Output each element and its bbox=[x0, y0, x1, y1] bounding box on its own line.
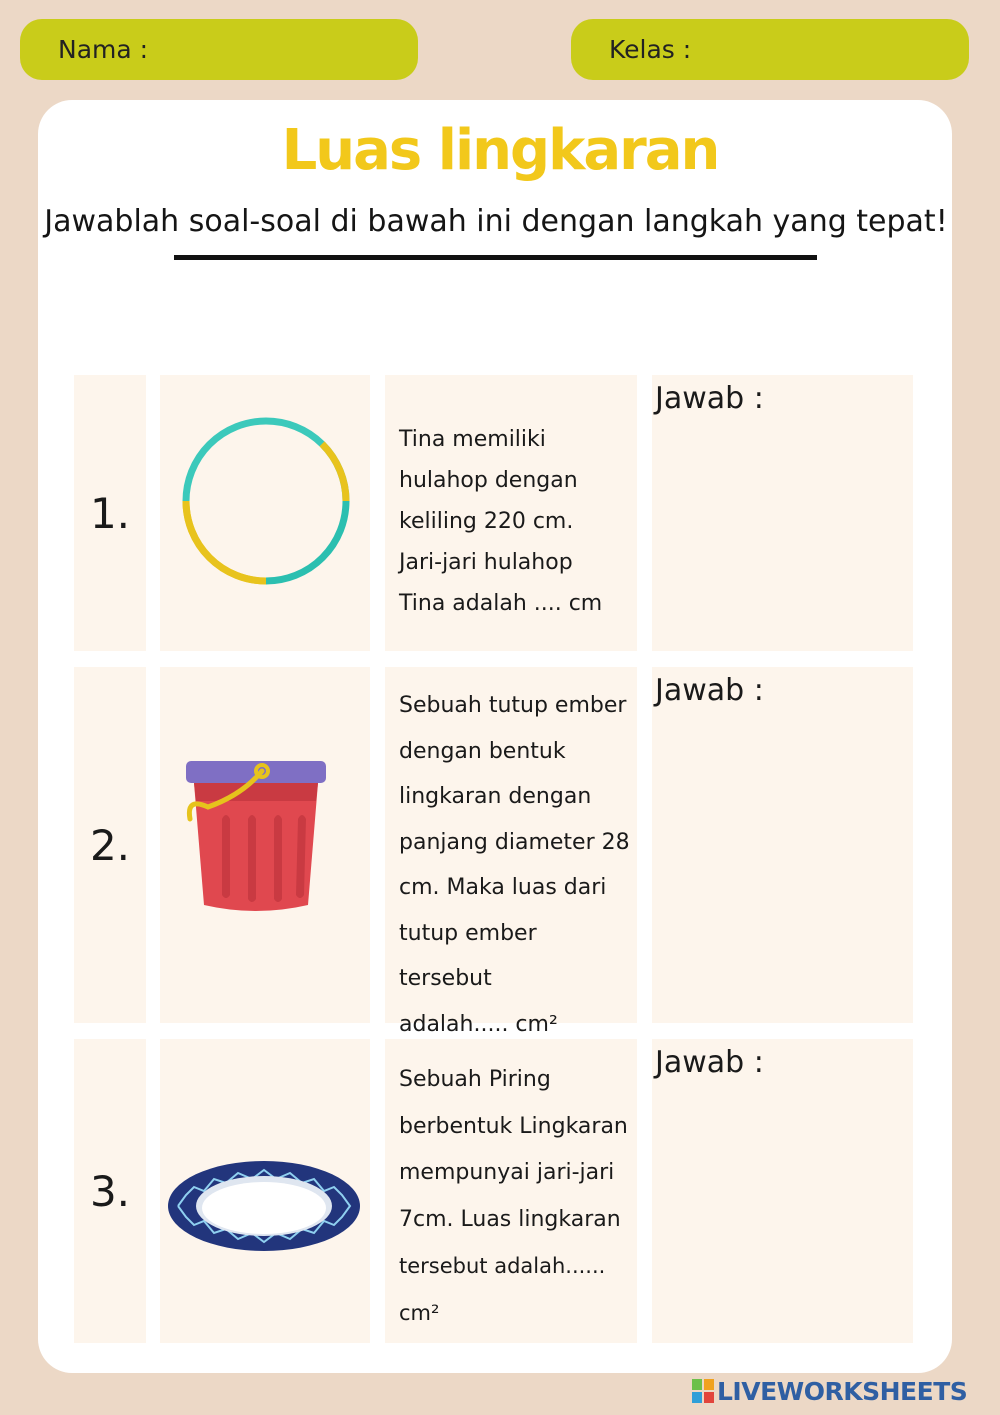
liveworksheets-logo-icon bbox=[692, 1379, 714, 1403]
instruction-text: Jawablah soal-soal di bawah ini dengan langkah yang tepat! bbox=[44, 204, 948, 239]
question-number-3-text: 3. bbox=[89, 1166, 131, 1216]
question-number-1 bbox=[74, 375, 146, 651]
answer-box-2[interactable] bbox=[652, 667, 913, 1023]
class-label: Kelas : bbox=[609, 35, 692, 64]
question-3-line: 7cm. Luas lingkaran bbox=[399, 1206, 621, 1232]
name-field[interactable] bbox=[20, 19, 418, 80]
question-number-3 bbox=[74, 1039, 146, 1343]
question-2-line: lingkaran dengan bbox=[399, 784, 592, 809]
question-picture-cell-1 bbox=[160, 375, 370, 651]
answer-label-1: Jawab : bbox=[655, 381, 764, 416]
question-3-line: mempunyai jari-jari bbox=[399, 1160, 615, 1185]
question-number-2-text: 2. bbox=[89, 820, 131, 870]
question-text-2 bbox=[385, 667, 637, 1037]
question-1-line: hulahop dengan bbox=[399, 468, 578, 493]
bucket-icon bbox=[182, 755, 332, 915]
question-1-line: Jari-jari hulahop bbox=[399, 550, 573, 575]
question-number-2 bbox=[74, 667, 146, 1023]
question-text-3 bbox=[385, 1039, 637, 1343]
title-divider bbox=[174, 255, 817, 260]
liveworksheets-brand[interactable] bbox=[692, 1374, 992, 1408]
question-2-line: adalah..... cm² bbox=[399, 1011, 558, 1037]
question-2-line: Sebuah tutup ember bbox=[399, 693, 627, 718]
answer-label-3: Jawab : bbox=[655, 1045, 764, 1080]
question-2-line: panjang diameter 28 bbox=[399, 829, 630, 855]
question-1-line: keliling 220 cm. bbox=[399, 509, 574, 534]
question-2-line: dengan bentuk bbox=[399, 738, 566, 764]
class-field[interactable] bbox=[571, 19, 969, 80]
question-1-line: Tina memiliki bbox=[399, 427, 546, 452]
question-picture-cell-3 bbox=[160, 1039, 370, 1343]
answer-box-3[interactable] bbox=[652, 1039, 913, 1343]
question-1-line: Tina adalah .... cm bbox=[399, 591, 603, 616]
question-3-line: berbentuk Lingkaran bbox=[399, 1113, 628, 1139]
answer-label-2: Jawab : bbox=[655, 673, 764, 708]
question-number-1-text: 1. bbox=[89, 488, 131, 538]
brand-text: LIVEWORKSHEETS bbox=[717, 1376, 968, 1406]
name-label: Nama : bbox=[58, 35, 149, 64]
question-3-line: Sebuah Piring bbox=[399, 1067, 551, 1092]
question-2-line: cm. Maka luas dari bbox=[399, 875, 607, 900]
worksheet-title: Luas lingkaran bbox=[281, 118, 719, 183]
question-text-1 bbox=[385, 375, 637, 651]
answer-box-1[interactable] bbox=[652, 375, 913, 651]
question-2-line: tutup ember tersebut bbox=[399, 920, 537, 991]
question-3-line: tersebut adalah...... cm² bbox=[399, 1254, 606, 1325]
hula-hoop-icon bbox=[178, 413, 354, 589]
plate-icon bbox=[164, 1157, 364, 1255]
question-picture-cell-2 bbox=[160, 667, 370, 1023]
